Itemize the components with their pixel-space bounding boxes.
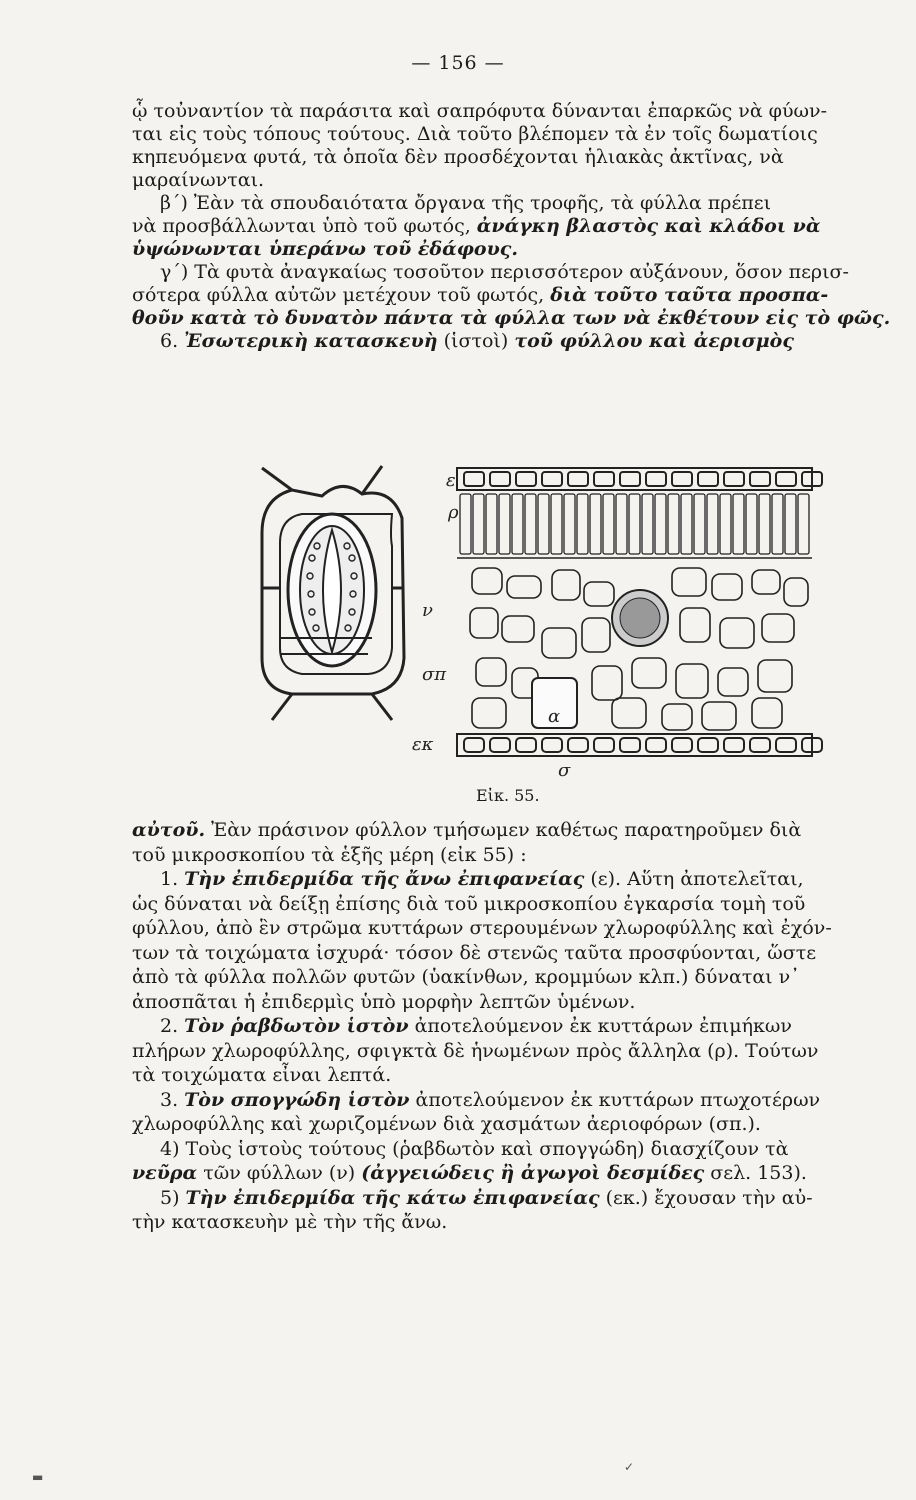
text-line (132, 330, 872, 353)
upper-epidermis-cell (646, 472, 666, 486)
text-line (132, 123, 872, 146)
page-number: — 156 — (411, 52, 505, 74)
text-run: ἀποσπᾶται ἡ ἐπιδερμὶς ὑπὸ μορφὴν λεπτῶν ὑμένων. (132, 990, 636, 1013)
text-run: των τὰ τοιχώματα ἰσχυρά· τόσον δὲ στενῶς ταῦτα προσφύονται, ὥστε (132, 941, 817, 964)
text-run: τὴν κατασκευὴν μὲ τὴν τῆς ἄνω. (132, 1211, 448, 1233)
spongy-cell (507, 576, 541, 598)
spongy-cell (502, 616, 534, 642)
text-line (132, 818, 872, 843)
text-run: 6. (160, 330, 185, 352)
lower-epidermis-cell (724, 738, 744, 752)
top-text-block (132, 100, 891, 353)
text-line (132, 1137, 872, 1162)
palisade-cell (746, 494, 757, 554)
lower-epidermis-cell (620, 738, 640, 752)
upper-epidermis-cell (568, 472, 588, 486)
palisade-cell (707, 494, 718, 554)
text-run: φύλλου, ἀπὸ ἓν στρῶμα κυττάρων στερουμένων χλωροφύλλης καὶ ἐχόν- (132, 917, 832, 939)
figure-55 (232, 458, 832, 808)
emphasized-text: Τὸν σπογγώδη ἱστὸν (184, 1088, 410, 1111)
palisade-cell (694, 494, 705, 554)
spongy-cell (752, 698, 782, 728)
text-line (132, 892, 872, 917)
text-run: γ΄) Τὰ φυτὰ ἀναγκαίως τοσοῦτον περισσότερον αὐξάνουν, ὅσον περισ- (160, 261, 849, 283)
upper-epidermis-cell (776, 472, 796, 486)
text-run: 1. (160, 868, 185, 890)
text-run: ἀπὸ τὰ φύλλα πολλῶν φυτῶν (ὑακίνθων, κρομμύων κλπ.) δύναται ν᾽ (132, 966, 800, 988)
text-line (132, 1186, 872, 1211)
text-line (132, 916, 872, 941)
palisade-cell (525, 494, 536, 554)
lower-epidermis-cell (672, 738, 692, 752)
label-stoma: σ (558, 760, 571, 781)
upper-epidermis-cell (750, 472, 770, 486)
palisade-cell (564, 494, 575, 554)
palisade-cell (603, 494, 614, 554)
bottom-text-block (132, 818, 872, 1235)
upper-epidermis-cell (620, 472, 640, 486)
spongy-cell (542, 628, 576, 658)
text-run: 2. (160, 1015, 185, 1037)
text-run: 3. (160, 1088, 185, 1111)
upper-epidermis-cell (698, 472, 718, 486)
text-run: ὡς δύναται νὰ δείξῃ ἐπίσης διὰ τοῦ μικροσκοπίου ἐγκαρσία τομὴ τοῦ (132, 892, 806, 915)
text-line (132, 843, 872, 868)
text-run: τὰ τοιχώματα εἶναι λεπτά. (132, 1064, 392, 1086)
text-line (132, 100, 872, 123)
spongy-cell (784, 578, 808, 606)
spongy-cell (662, 704, 692, 730)
spongy-cell (676, 664, 708, 698)
lower-epidermis-cell (698, 738, 718, 752)
palisade-cell (538, 494, 549, 554)
text-run: β΄) Ἐὰν τὰ σπουδαιότατα ὄργανα τῆς τροφῆς, τὰ φύλλα πρέπει (160, 192, 772, 214)
text-line (132, 1210, 872, 1235)
lower-epidermis-cell (776, 738, 796, 752)
figure-caption: Εἰκ. 55. (476, 786, 540, 805)
text-run: τῶν φύλλων (ν) (197, 1162, 362, 1184)
cross-section-view (457, 468, 822, 756)
spongy-cell (680, 608, 710, 642)
palisade-cell (577, 494, 588, 554)
emphasized-text: Τὴν ἐπιδερμίδα τῆς κάτω ἐπιφανείας (185, 1186, 600, 1209)
spongy-cell (672, 568, 706, 596)
lower-epidermis-cell (568, 738, 588, 752)
text-line (132, 867, 872, 892)
leaf-section-figure (232, 458, 832, 808)
text-line (132, 1088, 872, 1113)
palisade-cell (720, 494, 731, 554)
palisade-cell (759, 494, 770, 554)
text-line (132, 1039, 872, 1064)
text-line (132, 1014, 872, 1039)
stoma-surface-view (262, 466, 404, 720)
spongy-cell (584, 582, 614, 606)
lower-epidermis-cell (750, 738, 770, 752)
text-run: σότερα φύλλα αὐτῶν μετέχουν τοῦ φωτός, (132, 284, 551, 306)
text-run: σελ. 153). (704, 1162, 807, 1184)
label-epidermis-top: ε (446, 470, 456, 491)
text-line (132, 1161, 872, 1186)
palisade-cell (616, 494, 627, 554)
lower-epidermis-cell (490, 738, 510, 752)
spongy-cell (472, 698, 506, 728)
text-line (132, 941, 872, 966)
lower-epidermis-cell (464, 738, 484, 752)
label-nerve: ν (422, 600, 433, 621)
palisade-cell (668, 494, 679, 554)
text-line (132, 990, 872, 1015)
lower-epidermis-cell (594, 738, 614, 752)
spongy-cell (718, 668, 748, 696)
label-epidermis-bottom: εκ (412, 734, 434, 755)
text-run: πλήρων χλωροφύλλης, σφιγκτὰ δὲ ἡνωμένων πρὸς ἄλληλα (ρ). Τούτων (132, 1039, 819, 1062)
text-run: ἀποτελούμενον ἐκ κυττάρων πτωχοτέρων (409, 1088, 821, 1111)
text-line (132, 238, 872, 261)
spongy-cell (552, 570, 580, 600)
emphasized-text: (ἀγγειώδεις ἢ ἀγωγοὶ δεσμίδες (361, 1162, 705, 1184)
text-run: χλωροφύλλης καὶ χωριζομένων διὰ χασμάτων ἀεριοφόρων (σπ.). (132, 1113, 761, 1135)
upper-epidermis-cell (516, 472, 536, 486)
upper-epidermis-cell (542, 472, 562, 486)
palisade-cell (772, 494, 783, 554)
spongy-cell (758, 660, 792, 692)
palisade-cell (655, 494, 666, 554)
scan-mark-left: ▬ (32, 1470, 44, 1484)
text-line (132, 261, 872, 284)
text-run: κηπευόμενα φυτά, τὰ ὁποῖα δὲν προσδέχονται ἡλιακὰς ἀκτῖνας, νὰ (132, 146, 784, 168)
text-run: (εκ.) ἔχουσαν τὴν αὐ- (599, 1186, 813, 1209)
label-air-space: α (548, 706, 561, 727)
scan-mark-right: ✓ (624, 1460, 635, 1474)
palisade-cell (642, 494, 653, 554)
text-run: (ε). Αὕτη ἀποτελεῖται, (584, 868, 804, 890)
upper-epidermis-cell (464, 472, 484, 486)
text-run: ᾧ τοὐναντίον τὰ παράσιτα καὶ σαπρόφυτα δύνανται ἐπαρκῶς νὰ φύων- (132, 100, 828, 122)
text-run: 4) Τοὺς ἱστοὺς τούτους (ῥαβδωτὸν καὶ σπογγώδη) διασχίζουν τὰ (160, 1137, 789, 1160)
text-line (132, 215, 872, 238)
lower-epidermis-cell (542, 738, 562, 752)
text-run: μαραίνωνται. (132, 169, 265, 191)
spongy-cell (476, 658, 506, 686)
emphasized-text: διὰ τοῦτο ταῦτα προσπα- (550, 284, 829, 306)
text-run: 5) (160, 1186, 186, 1209)
text-line (132, 307, 891, 330)
text-run: ἀποτελούμενον ἐκ κυττάρων ἐπιμήκων (408, 1015, 792, 1037)
palisade-cell (785, 494, 796, 554)
palisade-cell (551, 494, 562, 554)
palisade-cell (486, 494, 497, 554)
palisade-cell (590, 494, 601, 554)
palisade-cell (681, 494, 692, 554)
emphasized-text: Ἐσωτερικὴ κατασκευὴ (184, 330, 438, 352)
spongy-cell (470, 608, 498, 638)
spongy-cell (762, 614, 794, 642)
spongy-cell (712, 574, 742, 600)
text-line (132, 284, 872, 307)
emphasized-text: Τὸν ῥαβδωτὸν ἱστὸν (184, 1015, 409, 1037)
text-run: (ἱστοὶ) (437, 330, 515, 352)
palisade-cell (798, 494, 809, 554)
spongy-cell (472, 568, 502, 594)
text-run: τοῦ μικροσκοπίου τὰ ἑξῆς μέρη (εἰκ 55) : (132, 843, 527, 866)
spongy-cell (752, 570, 780, 594)
text-line (132, 192, 872, 215)
emphasized-text: τοῦ φύλλου καὶ ἀερισμὸς (514, 330, 794, 352)
spongy-cell (720, 618, 754, 648)
text-line (132, 965, 872, 990)
spongy-cell (702, 702, 736, 730)
emphasized-text: Τὴν ἐπιδερμίδα τῆς ἄνω ἐπιφανείας (184, 868, 585, 890)
upper-epidermis-cell (724, 472, 744, 486)
spongy-cell (592, 666, 622, 700)
palisade-cell (733, 494, 744, 554)
lower-epidermis-cell (646, 738, 666, 752)
spongy-cell (612, 698, 646, 728)
upper-epidermis-cell (490, 472, 510, 486)
emphasized-text: νεῦρα (132, 1162, 198, 1184)
label-palisade: ρ (448, 502, 459, 523)
emphasized-text: ἀνάγκη βλαστὸς καὶ κλάδοι νὰ (476, 215, 821, 237)
emphasized-text: αὐτοῦ. (132, 819, 206, 841)
palisade-cell (460, 494, 471, 554)
palisade-cell (499, 494, 510, 554)
text-line (132, 1063, 872, 1088)
text-line (132, 169, 872, 192)
text-run: νὰ προσβάλλωνται ὑπὸ τοῦ φωτός, (132, 215, 477, 237)
palisade-cell (629, 494, 640, 554)
palisade-cell (512, 494, 523, 554)
spongy-cell (582, 618, 610, 652)
label-spongy: σπ (422, 664, 447, 685)
text-line (132, 1112, 872, 1137)
emphasized-text: ὑψώνωνται ὑπεράνω τοῦ ἐδάφους. (132, 238, 518, 260)
text-line (132, 146, 872, 169)
upper-epidermis-cell (672, 472, 692, 486)
text-run: Ἐὰν πράσινον φύλλον τμήσωμεν καθέτως παρατηροῦμεν διὰ (205, 819, 802, 841)
emphasized-text: θοῦν κατὰ τὸ δυνατὸν πάντα τὰ φύλλα των νὰ ἐκθέτουν εἰς τὸ φῶς. (132, 307, 891, 329)
text-run: ται εἰς τοὺς τόπους τούτους. Διὰ τοῦτο βλέπομεν τὰ ἐν τοῖς δωματίοις (132, 123, 818, 145)
spongy-cell (632, 658, 666, 688)
palisade-cell (473, 494, 484, 554)
upper-epidermis-cell (594, 472, 614, 486)
lower-epidermis-cell (516, 738, 536, 752)
